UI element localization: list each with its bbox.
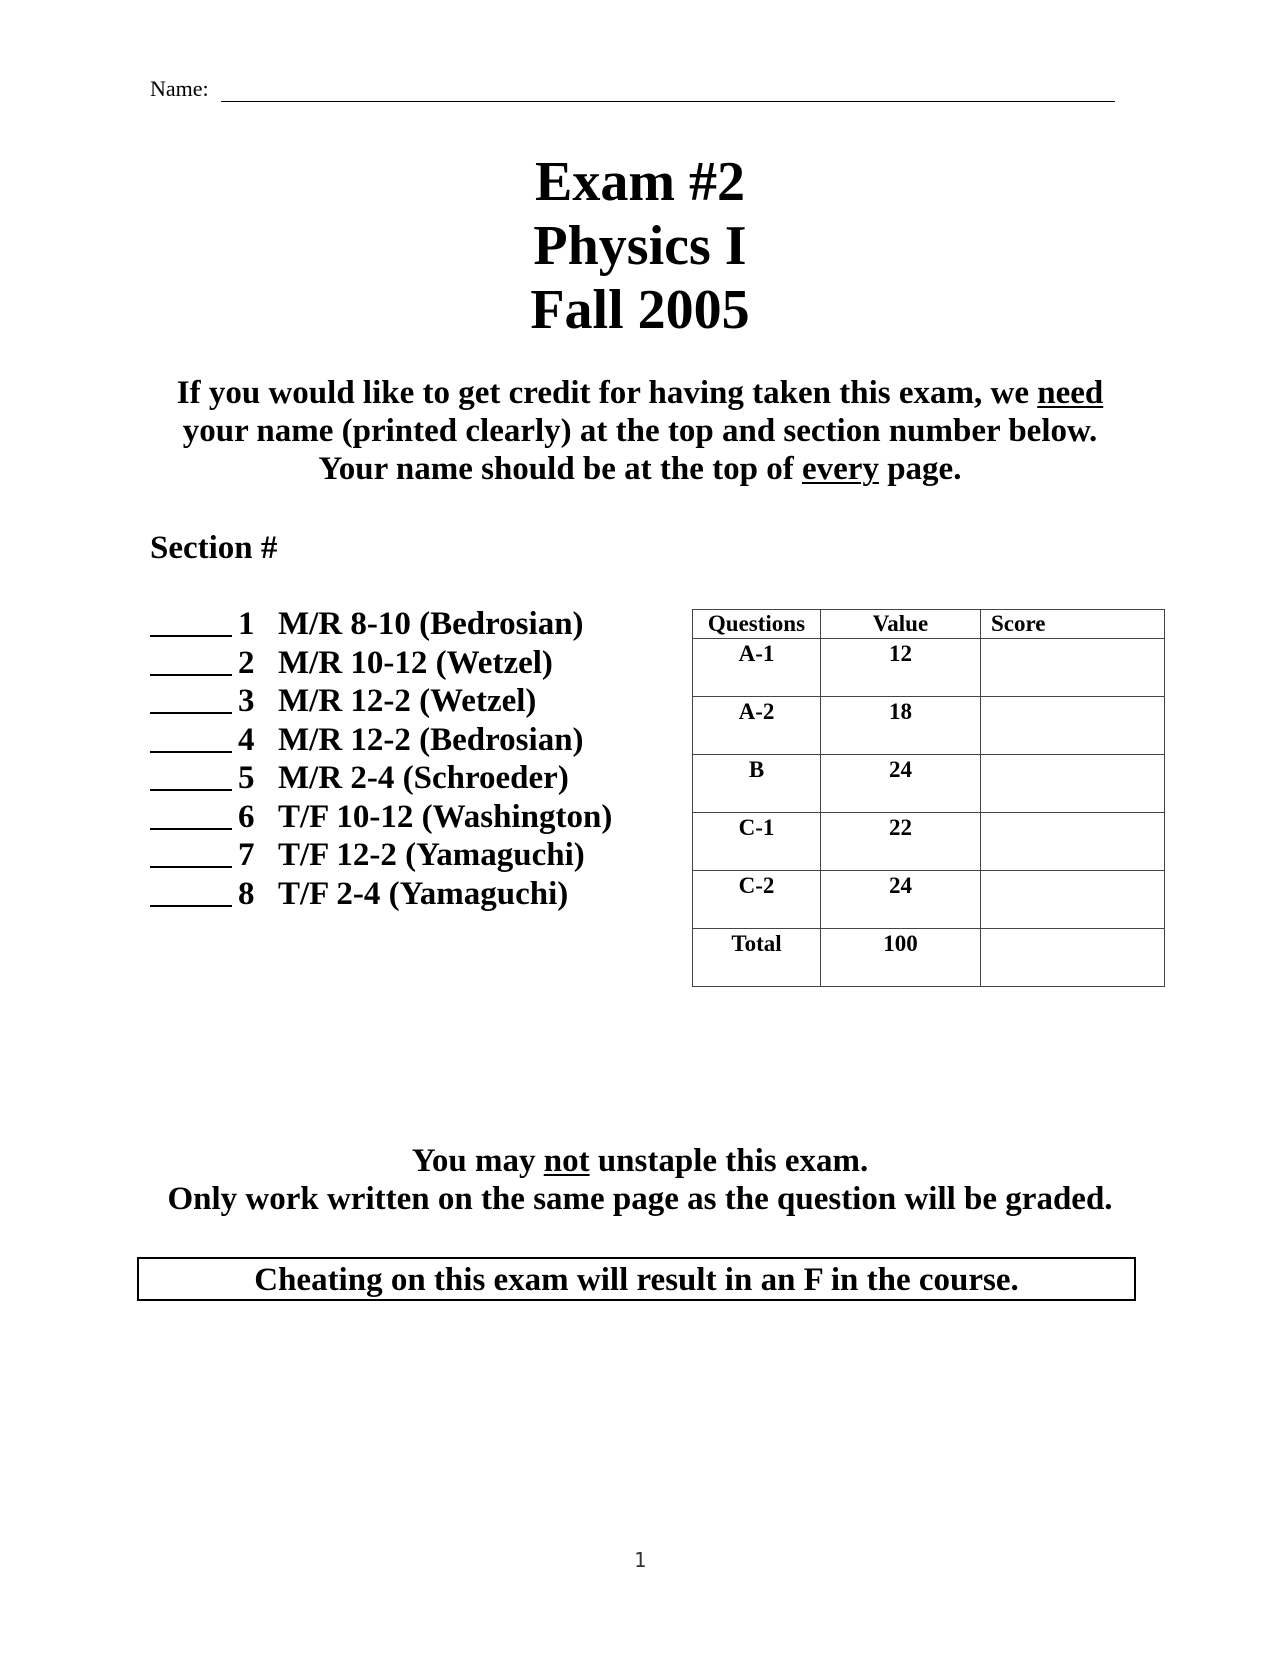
section-number: 3: [238, 683, 255, 719]
question-cell: A-2: [693, 697, 821, 755]
instructions: [0, 374, 1280, 488]
page-number: 1: [633, 1548, 647, 1572]
question-cell: A-1: [693, 639, 821, 697]
section-number: 4: [238, 721, 255, 758]
exam-title-line1: Exam #2: [535, 151, 745, 213]
question-cell: C-1: [693, 813, 821, 871]
section-number: 5: [238, 760, 255, 796]
section-row: [150, 836, 612, 875]
section-label: Section #: [150, 530, 278, 566]
value-cell: 24: [821, 871, 981, 929]
section-row: [150, 875, 612, 914]
question-cell: Total: [693, 929, 821, 987]
cheating-warning: Cheating on this exam will result in an F in the course.: [137, 1257, 1136, 1301]
value-cell: 18: [821, 697, 981, 755]
name-field: [150, 76, 1115, 102]
section-row: [150, 759, 612, 798]
notice-line1-emphasis: not: [543, 1143, 590, 1179]
table-row: [693, 871, 1165, 929]
section-number: 1: [238, 606, 255, 642]
exam-title-line2: Physics I: [533, 215, 747, 277]
notice-line1-text: You may: [411, 1143, 544, 1179]
section-list: [150, 605, 612, 913]
value-cell: 22: [821, 813, 981, 871]
exam-title: [0, 150, 1280, 342]
value-cell: 100: [821, 929, 981, 987]
score-cell: [981, 929, 1165, 987]
table-row: [693, 813, 1165, 871]
section-number: 6: [238, 798, 255, 835]
instructions-line3-text: Your name should be at the top of: [318, 451, 802, 487]
score-cell: [981, 755, 1165, 813]
section-time: M/R 2-4 (Schroeder): [278, 760, 569, 796]
section-check-blank: [150, 759, 232, 791]
section-check-blank: [150, 721, 232, 753]
name-label: Name:: [150, 76, 209, 101]
section-number: 8: [238, 875, 255, 912]
question-cell: B: [693, 755, 821, 813]
section-time: T/F 10-12 (Washington): [278, 798, 613, 835]
header-value: Value: [821, 610, 981, 639]
notice-line1: [0, 1142, 1280, 1180]
exam-title-line3: Fall 2005: [530, 279, 750, 341]
instructions-line1: [0, 374, 1280, 412]
instructions-line3-end: page.: [878, 451, 962, 487]
score-cell: [981, 871, 1165, 929]
instructions-line1-text: If you would like to get credit for having taken this exam, we: [176, 375, 1038, 411]
section-row: [150, 605, 612, 644]
table-row: [693, 639, 1165, 697]
instructions-line3: [0, 450, 1280, 488]
score-table: [692, 609, 1165, 987]
score-cell: [981, 697, 1165, 755]
section-row: [150, 721, 612, 760]
table-row: [693, 755, 1165, 813]
instructions-line2: your name (printed clearly) at the top and section number below.: [182, 413, 1098, 449]
score-cell: [981, 813, 1165, 871]
section-row: [150, 644, 612, 683]
name-blank-line: [221, 81, 1115, 102]
section-time: M/R 10-12 (Wetzel): [278, 644, 553, 681]
question-cell: C-2: [693, 871, 821, 929]
section-time: T/F 12-2 (Yamaguchi): [278, 837, 585, 873]
value-cell: 24: [821, 755, 981, 813]
notice: [0, 1142, 1280, 1218]
section-time: M/R 12-2 (Wetzel): [278, 683, 537, 719]
value-cell: 12: [821, 639, 981, 697]
instructions-line3-emphasis: every: [802, 451, 879, 487]
section-check-blank: [150, 605, 232, 637]
section-check-blank: [150, 644, 232, 676]
section-row: [150, 798, 612, 837]
header-score: Score: [981, 610, 1165, 639]
section-time: M/R 12-2 (Bedrosian): [278, 721, 584, 758]
section-row: [150, 682, 612, 721]
notice-line1-end: unstaple this exam.: [589, 1143, 869, 1179]
header-questions: Questions: [693, 610, 821, 639]
section-check-blank: [150, 682, 232, 714]
notice-line2: Only work written on the same page as the question will be graded.: [167, 1181, 1113, 1217]
section-number: 2: [238, 644, 255, 681]
section-number: 7: [238, 837, 255, 873]
table-row-total: [693, 929, 1165, 987]
score-cell: [981, 639, 1165, 697]
table-row: [693, 697, 1165, 755]
section-check-blank: [150, 798, 232, 830]
section-check-blank: [150, 836, 232, 868]
instructions-line1-emphasis: need: [1037, 375, 1104, 411]
section-time: M/R 8-10 (Bedrosian): [278, 606, 584, 642]
score-table-header: [693, 610, 1165, 639]
section-time: T/F 2-4 (Yamaguchi): [278, 875, 569, 912]
section-check-blank: [150, 875, 232, 907]
